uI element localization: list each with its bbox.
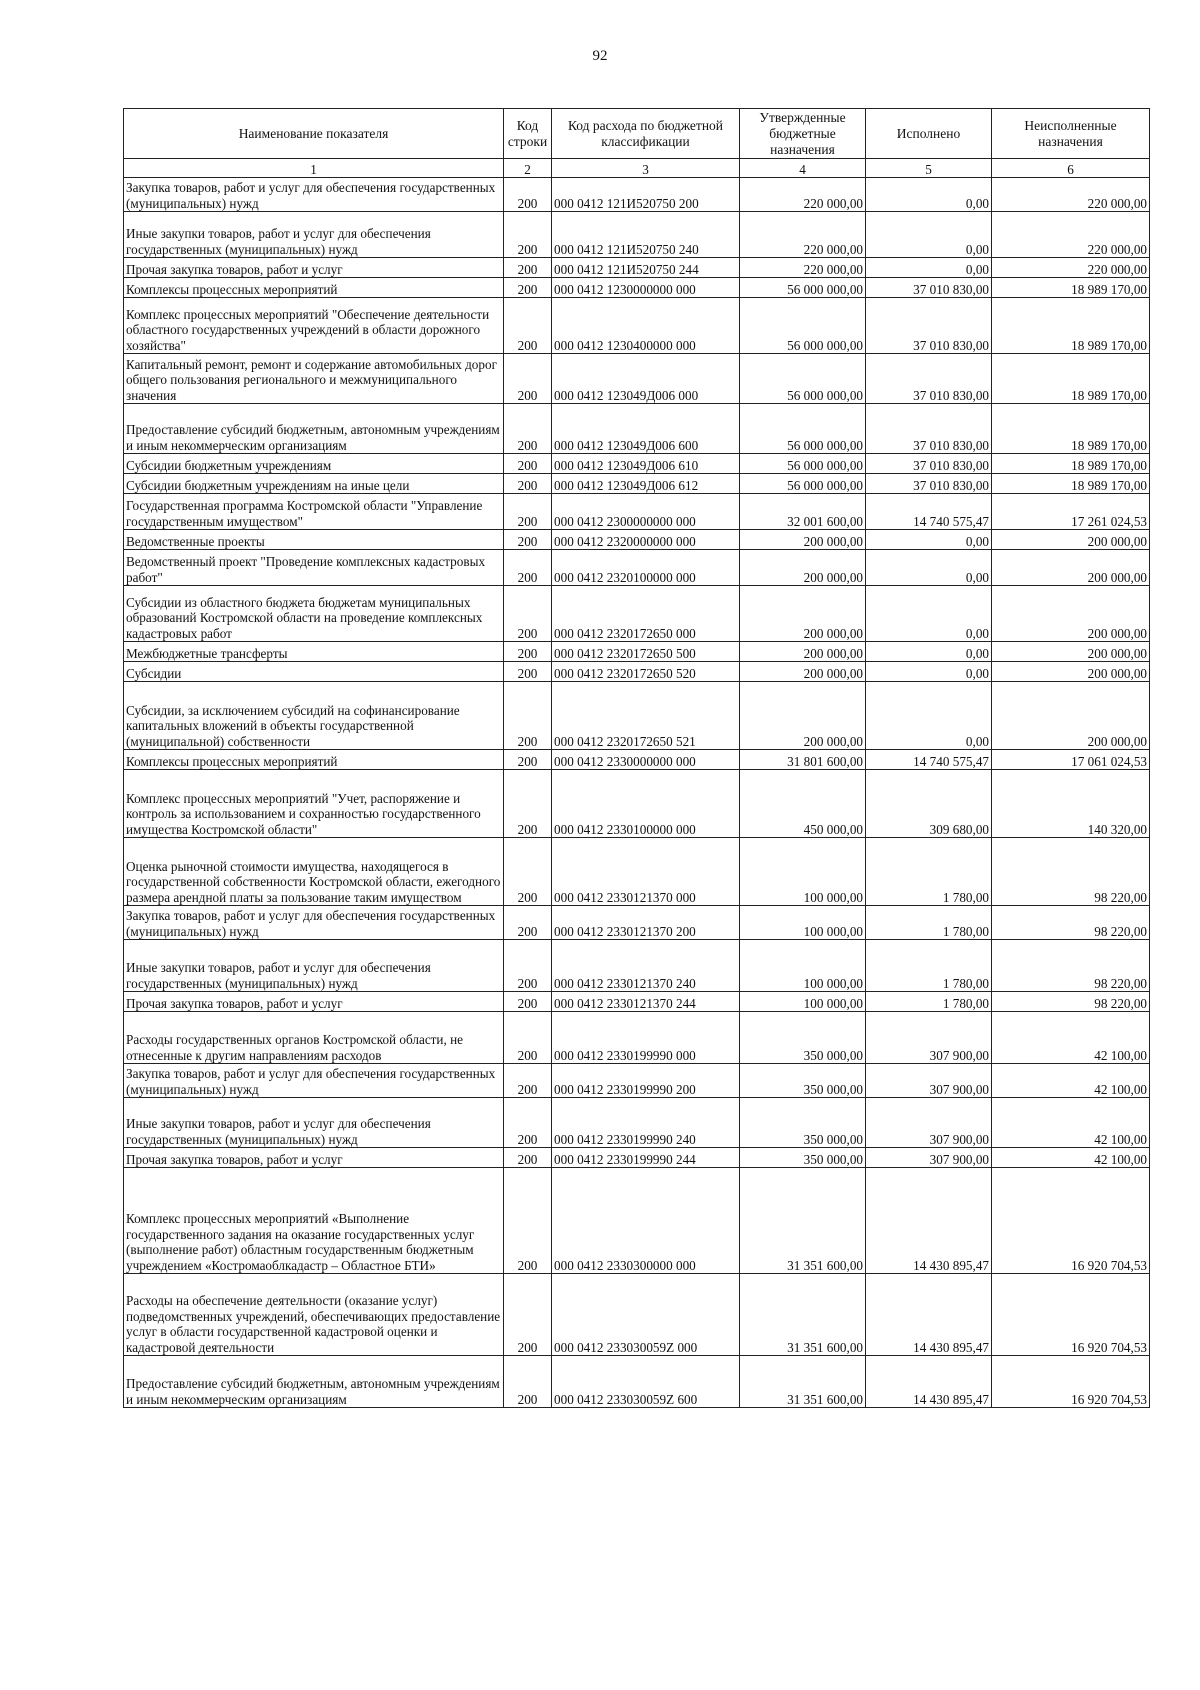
cell-code: 200 (504, 178, 552, 212)
column-number: 2 (504, 159, 552, 178)
column-number: 4 (740, 159, 866, 178)
cell-name: Субсидии бюджетным учреждениям (124, 454, 504, 474)
cell-code: 200 (504, 1356, 552, 1408)
cell-approved: 220 000,00 (740, 212, 866, 258)
cell-unexecuted: 18 989 170,00 (992, 474, 1150, 494)
header-name: Наименование показателя (124, 109, 504, 159)
cell-kbk: 000 0412 2330300000 000 (552, 1168, 740, 1274)
cell-executed: 1 780,00 (866, 992, 992, 1012)
cell-unexecuted: 18 989 170,00 (992, 404, 1150, 454)
cell-kbk: 000 0412 2320000000 000 (552, 530, 740, 550)
cell-approved: 56 000 000,00 (740, 298, 866, 354)
cell-code: 200 (504, 1098, 552, 1148)
cell-unexecuted: 200 000,00 (992, 642, 1150, 662)
cell-kbk: 000 0412 233030059Z 000 (552, 1274, 740, 1356)
table-row (124, 1274, 1150, 1356)
table-row (124, 178, 1150, 212)
cell-unexecuted: 16 920 704,53 (992, 1168, 1150, 1274)
cell-name: Комплексы процессных мероприятий (124, 750, 504, 770)
cell-executed: 0,00 (866, 178, 992, 212)
cell-name: Оценка рыночной стоимости имущества, находящегося в государственной собственности Костромской области, ежегодного размера арендной платы за пользование таким имуществом (124, 838, 504, 906)
cell-name: Предоставление субсидий бюджетным, автономным учреждениям и иным некоммерческим организациям (124, 404, 504, 454)
cell-executed: 309 680,00 (866, 770, 992, 838)
header-kbk: Код расхода по бюджетной классификации (552, 109, 740, 159)
cell-approved: 56 000 000,00 (740, 404, 866, 454)
cell-name: Иные закупки товаров, работ и услуг для обеспечения государственных (муниципальных) нужд (124, 1098, 504, 1148)
cell-unexecuted: 18 989 170,00 (992, 454, 1150, 474)
cell-executed: 307 900,00 (866, 1064, 992, 1098)
cell-name: Расходы государственных органов Костромской области, не отнесенные к другим направлениям расходов (124, 1012, 504, 1064)
cell-executed: 37 010 830,00 (866, 474, 992, 494)
cell-executed: 37 010 830,00 (866, 278, 992, 298)
cell-unexecuted: 16 920 704,53 (992, 1356, 1150, 1408)
cell-name: Иные закупки товаров, работ и услуг для обеспечения государственных (муниципальных) нужд (124, 212, 504, 258)
cell-code: 200 (504, 454, 552, 474)
table-row (124, 494, 1150, 530)
cell-name: Прочая закупка товаров, работ и услуг (124, 1148, 504, 1168)
cell-approved: 450 000,00 (740, 770, 866, 838)
header-approved: Утвержденные бюджетные назначения (740, 109, 866, 159)
cell-unexecuted: 200 000,00 (992, 682, 1150, 750)
cell-approved: 56 000 000,00 (740, 454, 866, 474)
cell-name: Предоставление субсидий бюджетным, автономным учреждениям и иным некоммерческим организациям (124, 1356, 504, 1408)
cell-approved: 31 351 600,00 (740, 1356, 866, 1408)
cell-approved: 220 000,00 (740, 178, 866, 212)
cell-kbk: 000 0412 2300000000 000 (552, 494, 740, 530)
header-unexecuted: Неисполненные назначения (992, 109, 1150, 159)
cell-approved: 56 000 000,00 (740, 474, 866, 494)
cell-code: 200 (504, 682, 552, 750)
table-row (124, 454, 1150, 474)
cell-name: Капитальный ремонт, ремонт и содержание автомобильных дорог общего пользования регионального и межмуниципального значения (124, 354, 504, 404)
table-row (124, 662, 1150, 682)
cell-code: 200 (504, 586, 552, 642)
cell-name: Комплексы процессных мероприятий (124, 278, 504, 298)
cell-approved: 200 000,00 (740, 550, 866, 586)
table-row (124, 906, 1150, 940)
budget-execution-table (123, 108, 1150, 1408)
cell-approved: 56 000 000,00 (740, 278, 866, 298)
column-numbers-row (124, 159, 1150, 178)
page-number: 92 (592, 48, 608, 64)
cell-kbk: 000 0412 2320172650 521 (552, 682, 740, 750)
cell-code: 200 (504, 212, 552, 258)
cell-code: 200 (504, 906, 552, 940)
cell-approved: 32 001 600,00 (740, 494, 866, 530)
cell-name: Закупка товаров, работ и услуг для обеспечения государственных (муниципальных) нужд (124, 906, 504, 940)
table-row (124, 750, 1150, 770)
cell-name: Ведомственный проект "Проведение комплексных кадастровых работ" (124, 550, 504, 586)
table-row (124, 992, 1150, 1012)
table-row (124, 278, 1150, 298)
cell-name: Прочая закупка товаров, работ и услуг (124, 992, 504, 1012)
column-number: 5 (866, 159, 992, 178)
cell-kbk: 000 0412 2330199990 000 (552, 1012, 740, 1064)
cell-code: 200 (504, 550, 552, 586)
cell-name: Субсидии бюджетным учреждениям на иные цели (124, 474, 504, 494)
cell-name: Комплекс процессных мероприятий «Выполнение государственного задания на оказание государственных услуг (выполнение работ) областным государственным бюджетным учреждением «Костромаоблкадастр – Областное БТИ» (124, 1168, 504, 1274)
cell-code: 200 (504, 1064, 552, 1098)
table-row (124, 550, 1150, 586)
header-executed: Исполнено (866, 109, 992, 159)
cell-executed: 1 780,00 (866, 940, 992, 992)
cell-kbk: 000 0412 123049Д006 000 (552, 354, 740, 404)
cell-name: Комплекс процессных мероприятий "Обеспечение деятельности областного государственных учреждений в области дорожного хозяйства" (124, 298, 504, 354)
cell-kbk: 000 0412 121И520750 244 (552, 258, 740, 278)
column-number: 6 (992, 159, 1150, 178)
cell-code: 200 (504, 838, 552, 906)
cell-executed: 1 780,00 (866, 838, 992, 906)
cell-unexecuted: 220 000,00 (992, 212, 1150, 258)
cell-executed: 0,00 (866, 682, 992, 750)
cell-executed: 37 010 830,00 (866, 354, 992, 404)
table-row (124, 474, 1150, 494)
cell-code: 200 (504, 298, 552, 354)
cell-approved: 200 000,00 (740, 662, 866, 682)
cell-code: 200 (504, 1168, 552, 1274)
cell-kbk: 000 0412 121И520750 200 (552, 178, 740, 212)
cell-approved: 200 000,00 (740, 586, 866, 642)
cell-executed: 0,00 (866, 212, 992, 258)
table-row (124, 1012, 1150, 1064)
cell-name: Межбюджетные трансферты (124, 642, 504, 662)
cell-name: Субсидии, за исключением субсидий на софинансирование капитальных вложений в объекты государственной (муниципальной) собственности (124, 682, 504, 750)
table-row (124, 1148, 1150, 1168)
table-row (124, 354, 1150, 404)
cell-kbk: 000 0412 2330121370 200 (552, 906, 740, 940)
cell-approved: 100 000,00 (740, 838, 866, 906)
cell-approved: 220 000,00 (740, 258, 866, 278)
cell-executed: 0,00 (866, 642, 992, 662)
cell-approved: 56 000 000,00 (740, 354, 866, 404)
cell-kbk: 000 0412 123049Д006 600 (552, 404, 740, 454)
cell-unexecuted: 200 000,00 (992, 662, 1150, 682)
cell-name: Прочая закупка товаров, работ и услуг (124, 258, 504, 278)
cell-unexecuted: 18 989 170,00 (992, 278, 1150, 298)
cell-code: 200 (504, 530, 552, 550)
cell-executed: 0,00 (866, 586, 992, 642)
cell-code: 200 (504, 750, 552, 770)
cell-unexecuted: 17 261 024,53 (992, 494, 1150, 530)
cell-unexecuted: 140 320,00 (992, 770, 1150, 838)
cell-unexecuted: 200 000,00 (992, 586, 1150, 642)
cell-name: Комплекс процессных мероприятий "Учет, распоряжение и контроль за использованием и сохранностью государственного имущества Костромской области" (124, 770, 504, 838)
header-code: Код строки (504, 109, 552, 159)
table-row (124, 1356, 1150, 1408)
cell-unexecuted: 42 100,00 (992, 1012, 1150, 1064)
cell-executed: 1 780,00 (866, 906, 992, 940)
cell-kbk: 000 0412 2330100000 000 (552, 770, 740, 838)
table-row (124, 212, 1150, 258)
cell-executed: 0,00 (866, 258, 992, 278)
table-body (124, 178, 1150, 1408)
cell-code: 200 (504, 940, 552, 992)
cell-code: 200 (504, 494, 552, 530)
table-row (124, 770, 1150, 838)
cell-code: 200 (504, 992, 552, 1012)
cell-approved: 100 000,00 (740, 906, 866, 940)
cell-name: Расходы на обеспечение деятельности (оказание услуг) подведомственных учреждений, обеспечивающих предоставление услуг в области государственной кадастровой оценки и кадастровой деятельности (124, 1274, 504, 1356)
cell-unexecuted: 220 000,00 (992, 258, 1150, 278)
cell-unexecuted: 98 220,00 (992, 992, 1150, 1012)
cell-unexecuted: 98 220,00 (992, 940, 1150, 992)
table-row (124, 530, 1150, 550)
cell-code: 200 (504, 354, 552, 404)
cell-executed: 0,00 (866, 662, 992, 682)
cell-approved: 100 000,00 (740, 992, 866, 1012)
cell-kbk: 000 0412 2330199990 240 (552, 1098, 740, 1148)
cell-kbk: 000 0412 2330199990 200 (552, 1064, 740, 1098)
cell-name: Субсидии (124, 662, 504, 682)
cell-executed: 37 010 830,00 (866, 404, 992, 454)
cell-executed: 0,00 (866, 550, 992, 586)
cell-kbk: 000 0412 2320172650 520 (552, 662, 740, 682)
cell-kbk: 000 0412 2330000000 000 (552, 750, 740, 770)
cell-kbk: 000 0412 2330199990 244 (552, 1148, 740, 1168)
header-row (124, 109, 1150, 159)
cell-executed: 14 430 895,47 (866, 1274, 992, 1356)
cell-unexecuted: 200 000,00 (992, 550, 1150, 586)
cell-code: 200 (504, 278, 552, 298)
cell-code: 200 (504, 474, 552, 494)
cell-unexecuted: 18 989 170,00 (992, 298, 1150, 354)
column-number: 3 (552, 159, 740, 178)
cell-kbk: 000 0412 2330121370 240 (552, 940, 740, 992)
cell-unexecuted: 42 100,00 (992, 1148, 1150, 1168)
cell-executed: 37 010 830,00 (866, 454, 992, 474)
cell-kbk: 000 0412 123049Д006 612 (552, 474, 740, 494)
column-number: 1 (124, 159, 504, 178)
cell-name: Субсидии из областного бюджета бюджетам муниципальных образований Костромской области на проведение комплексных кадастровых работ (124, 586, 504, 642)
cell-code: 200 (504, 404, 552, 454)
cell-name: Ведомственные проекты (124, 530, 504, 550)
cell-kbk: 000 0412 2330121370 244 (552, 992, 740, 1012)
cell-unexecuted: 220 000,00 (992, 178, 1150, 212)
cell-kbk: 000 0412 123049Д006 610 (552, 454, 740, 474)
cell-kbk: 000 0412 2330121370 000 (552, 838, 740, 906)
cell-approved: 350 000,00 (740, 1148, 866, 1168)
cell-approved: 350 000,00 (740, 1012, 866, 1064)
cell-approved: 31 351 600,00 (740, 1168, 866, 1274)
cell-executed: 37 010 830,00 (866, 298, 992, 354)
cell-approved: 31 801 600,00 (740, 750, 866, 770)
table-row (124, 1168, 1150, 1274)
table-row (124, 642, 1150, 662)
cell-name: Закупка товаров, работ и услуг для обеспечения государственных (муниципальных) нужд (124, 1064, 504, 1098)
cell-unexecuted: 42 100,00 (992, 1098, 1150, 1148)
table-row (124, 838, 1150, 906)
cell-kbk: 000 0412 121И520750 240 (552, 212, 740, 258)
cell-code: 200 (504, 770, 552, 838)
cell-unexecuted: 98 220,00 (992, 838, 1150, 906)
table-row (124, 298, 1150, 354)
cell-kbk: 000 0412 2320100000 000 (552, 550, 740, 586)
cell-code: 200 (504, 258, 552, 278)
cell-name: Иные закупки товаров, работ и услуг для обеспечения государственных (муниципальных) нужд (124, 940, 504, 992)
cell-unexecuted: 18 989 170,00 (992, 354, 1150, 404)
cell-executed: 14 740 575,47 (866, 494, 992, 530)
cell-executed: 14 740 575,47 (866, 750, 992, 770)
cell-unexecuted: 42 100,00 (992, 1064, 1150, 1098)
cell-executed: 307 900,00 (866, 1012, 992, 1064)
table-row (124, 1064, 1150, 1098)
table-row (124, 682, 1150, 750)
cell-kbk: 000 0412 1230000000 000 (552, 278, 740, 298)
cell-name: Закупка товаров, работ и услуг для обеспечения государственных (муниципальных) нужд (124, 178, 504, 212)
table-row (124, 1098, 1150, 1148)
table-row (124, 586, 1150, 642)
cell-executed: 307 900,00 (866, 1148, 992, 1168)
cell-code: 200 (504, 1012, 552, 1064)
cell-kbk: 000 0412 2320172650 000 (552, 586, 740, 642)
cell-approved: 31 351 600,00 (740, 1274, 866, 1356)
cell-kbk: 000 0412 2320172650 500 (552, 642, 740, 662)
cell-unexecuted: 16 920 704,53 (992, 1274, 1150, 1356)
cell-executed: 14 430 895,47 (866, 1356, 992, 1408)
table-row (124, 940, 1150, 992)
cell-unexecuted: 98 220,00 (992, 906, 1150, 940)
cell-approved: 200 000,00 (740, 682, 866, 750)
cell-approved: 350 000,00 (740, 1098, 866, 1148)
cell-executed: 307 900,00 (866, 1098, 992, 1148)
cell-approved: 200 000,00 (740, 530, 866, 550)
cell-unexecuted: 17 061 024,53 (992, 750, 1150, 770)
table-row (124, 404, 1150, 454)
cell-code: 200 (504, 1274, 552, 1356)
cell-executed: 14 430 895,47 (866, 1168, 992, 1274)
cell-kbk: 000 0412 233030059Z 600 (552, 1356, 740, 1408)
cell-approved: 100 000,00 (740, 940, 866, 992)
cell-approved: 200 000,00 (740, 642, 866, 662)
cell-executed: 0,00 (866, 530, 992, 550)
table-row (124, 258, 1150, 278)
cell-code: 200 (504, 662, 552, 682)
cell-code: 200 (504, 642, 552, 662)
cell-kbk: 000 0412 1230400000 000 (552, 298, 740, 354)
cell-approved: 350 000,00 (740, 1064, 866, 1098)
cell-name: Государственная программа Костромской области "Управление государственным имуществом" (124, 494, 504, 530)
cell-unexecuted: 200 000,00 (992, 530, 1150, 550)
cell-code: 200 (504, 1148, 552, 1168)
